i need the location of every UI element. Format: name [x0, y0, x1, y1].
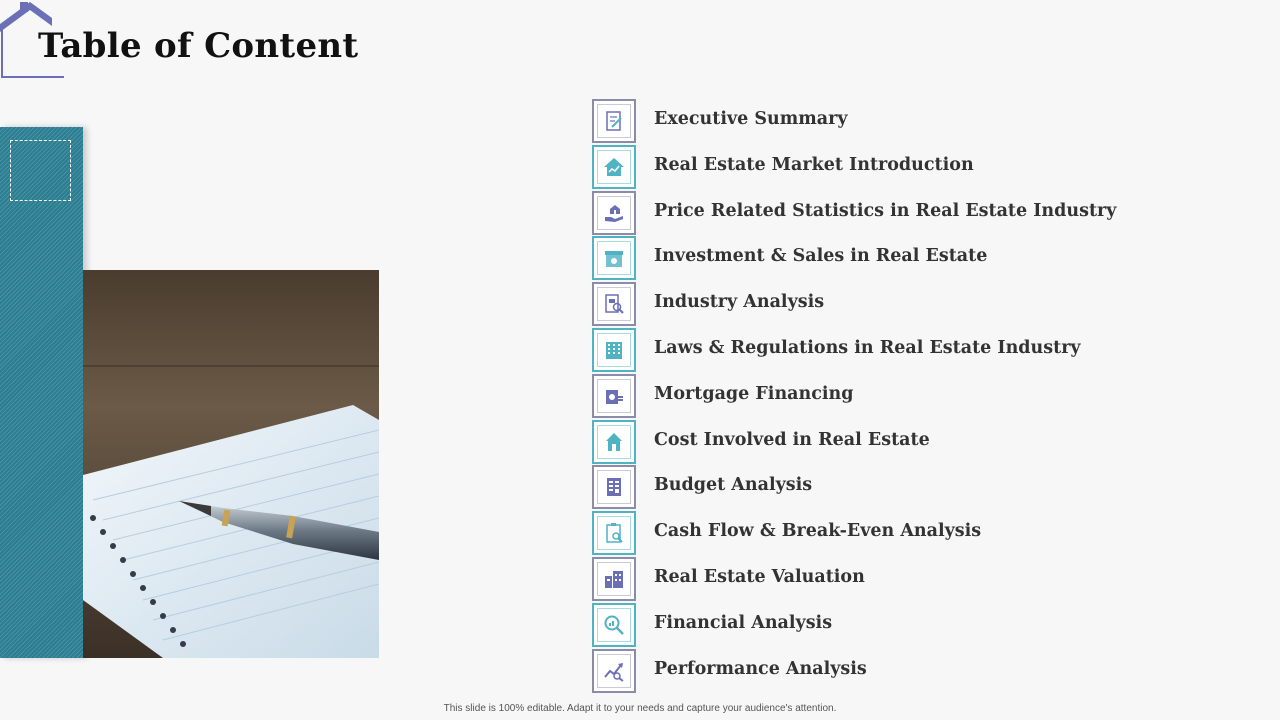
house-chart-icon: [602, 155, 626, 179]
toc-item-mortgage-financing[interactable]: [592, 374, 1192, 420]
document-edit-icon: [602, 109, 626, 133]
decorative-square: [10, 140, 71, 201]
toc-item-label: Cash Flow & Break-Even Analysis: [654, 521, 982, 542]
house-icon: [602, 430, 626, 454]
table-of-contents: [592, 99, 1192, 694]
document-search-icon: [602, 292, 626, 316]
toc-item-label: Real Estate Valuation: [654, 566, 865, 587]
toc-item-valuation[interactable]: [592, 557, 1192, 603]
toc-item-financial-analysis[interactable]: [592, 603, 1192, 649]
magnifier-chart-icon: [602, 613, 626, 637]
toc-item-label: Financial Analysis: [654, 612, 833, 633]
toc-item-label: Real Estate Market Introduction: [654, 154, 974, 175]
toc-item-budget-analysis[interactable]: [592, 465, 1192, 511]
hand-house-icon: [602, 201, 626, 225]
toc-item-cost-involved[interactable]: [592, 420, 1192, 466]
toc-item-label: Executive Summary: [654, 109, 848, 129]
toc-item-label: Industry Analysis: [654, 292, 825, 313]
toc-item-laws-regulations[interactable]: [592, 328, 1192, 374]
decorative-teal-panel: [0, 127, 83, 658]
toc-item-label: Laws & Regulations in Real Estate Industry: [654, 337, 1081, 358]
building-icon: [602, 338, 626, 362]
toc-item-performance-analysis[interactable]: [592, 649, 1192, 695]
toc-item-label: Investment & Sales in Real Estate: [654, 246, 988, 267]
city-buildings-icon: [602, 567, 626, 591]
toc-item-label: Performance Analysis: [654, 658, 867, 679]
growth-chart-icon: [602, 659, 626, 683]
money-coin-icon: [602, 384, 626, 408]
store-coin-icon: [602, 246, 626, 270]
clipboard-search-icon: [602, 521, 626, 545]
toc-item-price-statistics[interactable]: [592, 191, 1192, 237]
toc-item-market-introduction[interactable]: [592, 145, 1192, 191]
page-title: Table of Content: [38, 26, 359, 66]
budget-sheet-icon: [602, 475, 626, 499]
toc-item-cash-flow[interactable]: [592, 511, 1192, 557]
toc-item-label: Price Related Statistics in Real Estate Industry: [654, 200, 1117, 221]
toc-item-label: Mortgage Financing: [654, 383, 854, 404]
toc-item-label: Cost Involved in Real Estate: [654, 429, 930, 450]
toc-item-label: Budget Analysis: [654, 475, 813, 496]
toc-item-executive-summary[interactable]: [592, 99, 1192, 145]
toc-item-industry-analysis[interactable]: [592, 282, 1192, 328]
footer-note: This slide is 100% editable. Adapt it to your needs and capture your audience's attention.: [443, 703, 837, 714]
notebook-pen-photo: [83, 270, 379, 658]
toc-item-investment-sales[interactable]: [592, 236, 1192, 282]
